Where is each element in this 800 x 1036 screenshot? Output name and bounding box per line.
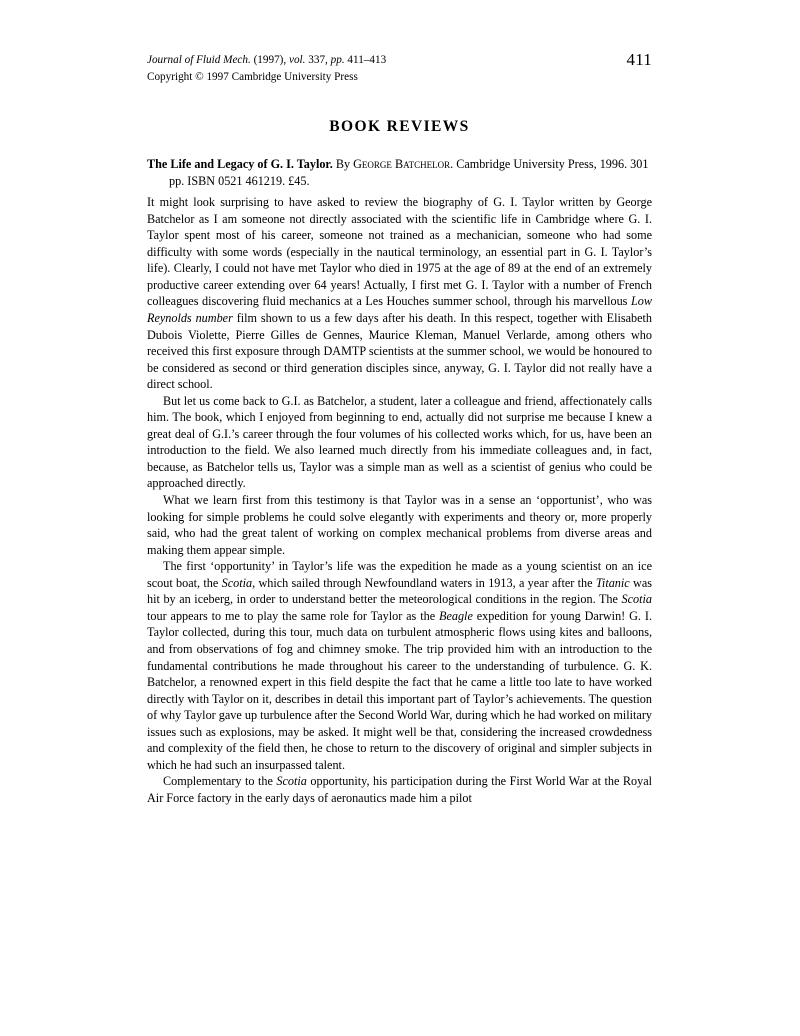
paragraph-text: film shown to us a few days after his death. In this respect, together with Elisabeth Dubois Violette, Pierre Gilles de Gennes, Maurice Kleman, Manuel Verlarde, among others who received this first exposure through DAMTP scientists at the summer school, we would be honoured to be considered as second or third generation disciples since, anyway, G. I. Taylor did not really have a direct school. <box>147 311 652 392</box>
review-paragraph <box>147 773 652 806</box>
citation-publisher-details: . Cambridge University Press, 1996. 301 pp. ISBN 0521 461219. £45. <box>169 157 649 188</box>
review-paragraph <box>147 194 652 393</box>
paragraph-text: Complementary to the <box>163 774 277 789</box>
page-number: 411 <box>626 50 652 69</box>
review-body <box>147 194 652 806</box>
italic-term: Titanic <box>595 575 630 590</box>
paragraph-text: opportunity, his participation during the First World War at the Royal Air Force factory in the early days of aeronautics made him a pilot <box>147 774 652 805</box>
paragraph-text: , which sailed through Newfoundland waters in 1913, a year after the <box>252 575 596 590</box>
volume-label: vol. <box>289 54 306 66</box>
book-author: George Batchelor <box>353 157 451 171</box>
italic-term: Scotia <box>221 575 253 590</box>
page-title: BOOK REVIEWS <box>329 118 470 135</box>
paragraph-text: But let us come back to G.I. as Batchelor, a student, later a colleague and friend, affectionately calls him. The book, which I enjoyed from beginning to end, actually did not surprise me because I knew a great deal of G.I.’s career through the four volumes of his collected works which, for us, have been an introduction to the field. We also learned much directly from his immediate colleagues and, in fact, because, as Batchelor tells us, Taylor was a simple man as well as a scientist of genius who could be approached directly. <box>147 393 652 491</box>
review-paragraph <box>147 558 652 773</box>
paragraph-text: tour appears to me to play the same role for Taylor as the <box>147 608 440 623</box>
italic-term: Low Reynolds number <box>147 294 652 326</box>
masthead-year: (1997), <box>250 54 289 66</box>
book-citation <box>147 156 652 189</box>
page-content <box>147 52 652 806</box>
paragraph-text: It might look surprising to have asked to review the biography of G. I. Taylor written by George Batchelor as I am someone not directly associated with the scientific life in Cambridge where G. I. Taylor spent most of his career, someone not trained as a mechanician, someone who had some difficulty with some words (especially in the nautical terminology, an essential part in G. I. Taylor’s life). Clearly, I could not have met Taylor who died in 1975 at the age of 89 at the end of an extremely productive career extending over 64 years! Actually, I first met G. I. Taylor with a number of French colleagues discovering fluid mechanics at a Les Houches summer school, through his marvellous <box>147 195 652 309</box>
citation-hang-wrapper <box>147 157 648 188</box>
running-head <box>147 52 652 96</box>
paragraph-text: The first ‘opportunity’ in Taylor’s life was the expedition he made as a young scientist on an ice scout boat, the <box>147 559 652 590</box>
paragraph-text: What we learn first from this testimony is that Taylor was in a sense an ‘opportunist’, who was looking for simple problems he could solve elegantly with experiments and theory or, more properly said, who had the great talent of working on complex mechanical problems from diverse areas and making them appear simple. <box>147 493 652 557</box>
volume-number: 337, <box>305 54 331 66</box>
paragraph-text: expedition for young Darwin! G. I. Taylor collected, during this tour, much data on turbulent atmospheric flows using kites and balloons, and from observations of fog and chimney smoke. The trip provided him with an introduction to the fundamental contributions he made throughout his career to the understanding of turbulence. G. K. Batchelor, a renowned expert in this field despite the fact that he came a little too late to have worked directly with Taylor on it, describes in detail this important part of Taylor’s achievements. The question of why Taylor gave up turbulence after the Second World War, during which he had worked on military issues such as explosions, may be asked. It might well be that, considering the increased crowdedness and complexity of the field then, he chose to return to the discovery of original and simpler subjects in which he had such an insurpassed talent. <box>147 608 652 772</box>
page-range: 411–413 <box>344 54 387 66</box>
italic-term: Beagle <box>439 608 473 623</box>
citation-by-word: By <box>332 157 354 171</box>
masthead-citation-line <box>147 52 652 69</box>
book-title: The Life and Legacy of G. I. Taylor. <box>147 157 333 171</box>
copyright-line: Copyright © 1997 Cambridge University Press <box>147 71 358 83</box>
review-paragraph <box>147 393 652 492</box>
paragraph-text: was hit by an iceberg, in order to understand better the meteorological conditions in the region. The <box>147 575 652 607</box>
italic-term: Scotia <box>621 592 652 607</box>
review-paragraph <box>147 492 652 558</box>
italic-term: Scotia <box>276 774 307 789</box>
journal-name: Journal of Fluid Mech. <box>147 54 251 66</box>
pages-label: pp. <box>330 54 345 66</box>
